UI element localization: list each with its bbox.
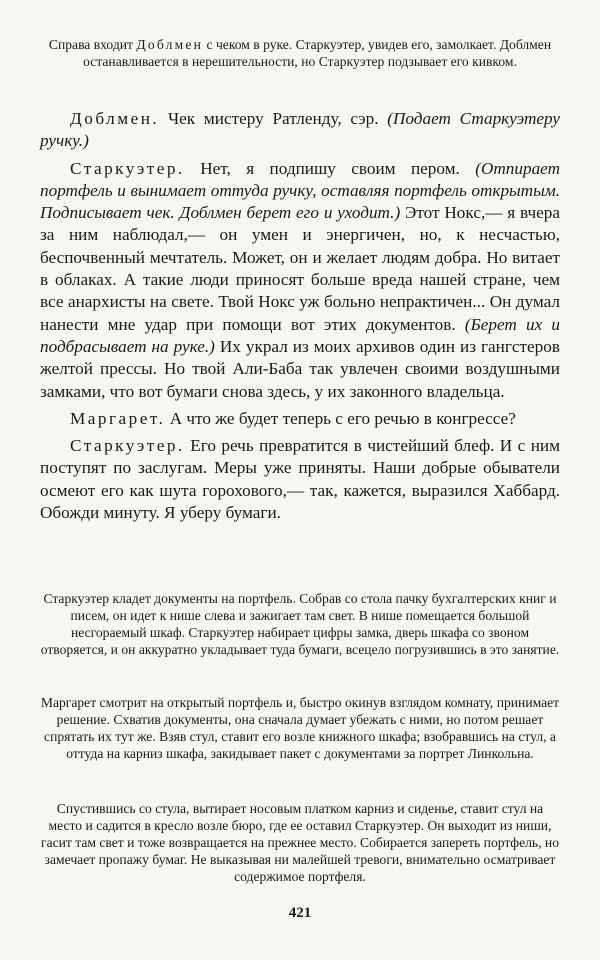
stage-direction-inline: (Подает Старкуэтеру ручку.) [40,109,561,151]
dialogue-starkweather-2 [40,435,560,524]
dialogue-doblmen [40,108,560,153]
page-number: 421 [288,905,312,921]
speaker-name: Доблмен. [70,109,160,128]
stage-direction-safe: Старкуэтер кладет документы на портфель. Собрав со стола пачку бухгалтерских книг и писем, он идет к нише слева и зажигает там свет. В нише помещается большой несгораемый шкаф. Старкуэтер набирает цифры замка, дверь шкафа со звоном отворяется, и он аккуратно укладывает туда бумаги, всецело погрузившись в это занятие. [40,591,560,658]
stage-direction-return: Спустившись со стула, вытирает носовым платком карниз и сиденье, ставит стул на место и садится в кресло возле бюро, где ее оставил Старкуэтер. Он выходит из ниши, гасит там свет и тоже возвращается на прежнее место. Собирается запереть портфель, но замечает пропажу бумаг. Не выказывая ни малейшей тревоги, внимательно осматривает содержимое портфеля. [41,801,559,885]
speech-text: А что же будет теперь с его речью в конгрессе? [165,408,516,428]
stage-direction-inline: (Берет их и подбрасывает на руке.) [40,314,560,356]
stage-direction-inline: (Отпирает портфель и вынимает оттуда ручку, оставляя портфель открытым. Подписывает чек. Доблмен берет его и уходит.) [40,158,560,223]
speaker-name: Маргарет. [70,408,166,428]
speaker-name: Старкуэтер. [70,158,185,178]
stage-character-name: Доблмен [136,37,204,52]
stage-direction-margaret: Маргарет смотрит на открытый портфель и, быстро окинув взглядом комнату, принимает решение. Схватив документы, она сначала думает убежать с ними, но потом решает спрятать их тут же. Взяв стул, ставит его возле книжного шкафа; взобравшись на стул, а оттуда на карниз шкафа, закидывает пакет с документами за портрет Линкольна. [40,695,560,762]
speech-text: Нет, я подпишу своим пером. [184,158,476,178]
speech-text: Их украл из моих архивов один из гангстеров желтой прессы. Но твой Али-Баба так увлечен своими воздушными замками, что вот бумаги снова здесь, у их законного владельца. [40,336,560,401]
dialogue-section [40,108,560,524]
speaker-name: Старкуэтер. [70,436,185,456]
speech-text: Этот Нокс,— я вчера за ним наблюдал,— он умен и энергичен, но, к несчастью, беспочвенный мечтатель. Может, он и желает людям добра. Но витает в облаках. А такие люди приносят больше вреда нашей стране, чем все анархисты на свете. Твой Нокс уж больно непрактичен... Он думал нанести мне удар при помощи вот этих документов. [40,203,560,334]
dialogue-starkweather-1 [40,158,560,403]
dialogue-margaret [40,408,560,430]
speech-text: Чек мистеру Ратленду, сэр. [159,109,388,128]
stage-direction-entrance [40,36,560,70]
stage-text-pre: Справа входит [48,37,137,52]
stage-text-post: с чеком в руке. Старкуэтер, увидев его, замолкает. Доблмен останавливается в нерешительности, но Старкуэтер подзывает его кивком. [83,37,552,70]
speech-text: Его речь превратится в чистейший блеф. И с ним поступят по заслугам. Меры уже приняты. Наши добрые обыватели осмеют его как шута горохового,— так, кажется, выразился Хаббард. Обожди минуту. Я уберу бумаги. [40,436,560,523]
